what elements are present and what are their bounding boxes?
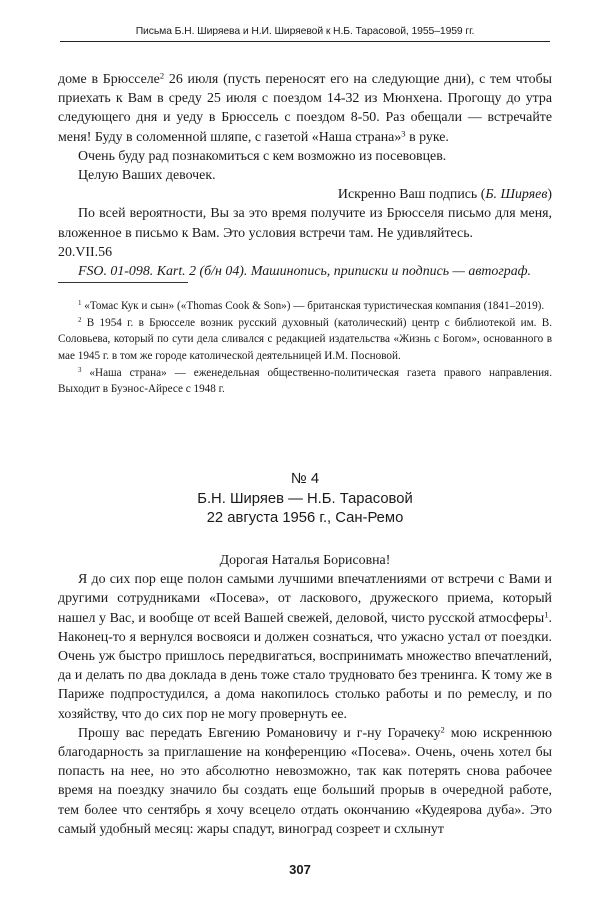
footnote-ref: 3 bbox=[401, 127, 406, 138]
archive-source: FSO. 01-098. Kart. 2 (б/н 04). Машинопись, приписки и подпись — автограф. bbox=[78, 264, 531, 280]
footnote-ref: 2 bbox=[440, 724, 445, 735]
paragraph: Я до сих пор еще полон самыми лучшими впечатлениями от встречи с Вами и другими сотрудниками «Посева», от ласкового, дружеского приема, который нашел у Вас, и вообще от всей Вашей свежей, деловой, чисто русской атмосферы$^1$. Наконец-то я вернулся восвояси и должен сознаться, что ужасно устал от поездки. Очень уж быстро пришлось передвигаться, воспринимать множество впечатлений, да и делать по два доклада в день тоже стало трудновато без тренинга. К тому же в Париже подпростудился, а дома накопилось столько работы и по ремеслу, и по хозяйству, что до сих пор не могу провернуть ее. bbox=[58, 572, 552, 722]
paragraph: Целую Ваших девочек. bbox=[78, 168, 216, 184]
letter-body bbox=[58, 551, 552, 839]
letter-heading bbox=[58, 470, 552, 529]
paragraph: По всей вероятности, Вы за это время получите из Брюсселя письмо для меня, вложенное в письмо к Вам. Это условия встречи там. Не удивляйтесь. bbox=[58, 206, 552, 241]
salutation: Дорогая Наталья Борисовна! bbox=[219, 553, 391, 568]
footnote-ref: 2 bbox=[159, 70, 165, 81]
footnote: $^2$ В 1954 г. в Брюсселе возник русский духовный (католический) центр с библиотекой им. В. Соловьева, который по сути дела сливался с редакцией издательства «Жизнь с Богом», основанного в мае 1945 г. в том же городе католической деятельницей И.М. Посновой. bbox=[58, 316, 553, 362]
footnote: $^1$ «Томас Кук и сын» («Thomas Cook & Son») — британская туристическая компания (1841–2019). bbox=[78, 299, 545, 312]
footnote: $^3$ «Наша страна» — еженедельная общественно-политическая газета правого направления. Выходит в Буэнос-Айресе с 1948 г. bbox=[58, 366, 553, 396]
letter-number: № 4 bbox=[290, 471, 320, 487]
letter-parties: Б.Н. Ширяев — Н.Б. Тарасовой bbox=[197, 490, 413, 507]
paragraph: доме в Брюсселе$^2$ 26 июля (пусть переносят его на следующие дни), с тем чтобы приехать к Вам в среду 25 июля с поездом 14-32 из Мюнхена. Прогощу до утра следующего дня и уеду в Брюссель с поездом 8-50. Раз обещали — встречайте меня! Буду в соломенной шляпе, с газетой «Наша страна»$^3$ в руке. bbox=[58, 70, 552, 145]
footnote-ref: 1 bbox=[544, 608, 549, 619]
letter-date: 20.VII.56 bbox=[58, 244, 113, 260]
paragraph: Очень буду рад познакомиться с кем возможно из посевовцев. bbox=[78, 148, 447, 164]
continued-letter bbox=[58, 70, 552, 281]
signature: Искренно Ваш подпись (Б. Ширяев) bbox=[337, 187, 552, 203]
running-header: Письма Б.Н. Ширяева и Н.И. Ширяевой к Н.Б. Тарасовой, 1955–1959 гг. bbox=[60, 26, 550, 42]
footnote-rule bbox=[58, 282, 188, 283]
page-number: 307 bbox=[289, 862, 311, 877]
letter-date-place: 22 августа 1956 г., Сан-Ремо bbox=[206, 510, 404, 526]
footnotes bbox=[58, 298, 552, 398]
paragraph: Прошу вас передать Евгению Романовичу и г-ну Горачеку$^2$ мою искреннюю благодарность за приглашение на конференцию «Посева». Очень, очень хотел бы попасть на нее, но это абсолютно невозможно, так как потерять снова рабочее время на поездку значило бы создать еще больший прорыв в очередной работе, тем более что сентябрь я хочу всецело отдать окончанию «Кудеярова дуба». Это самый удобный месяц: жары спадут, виноград созреет и схлынут bbox=[58, 724, 553, 837]
